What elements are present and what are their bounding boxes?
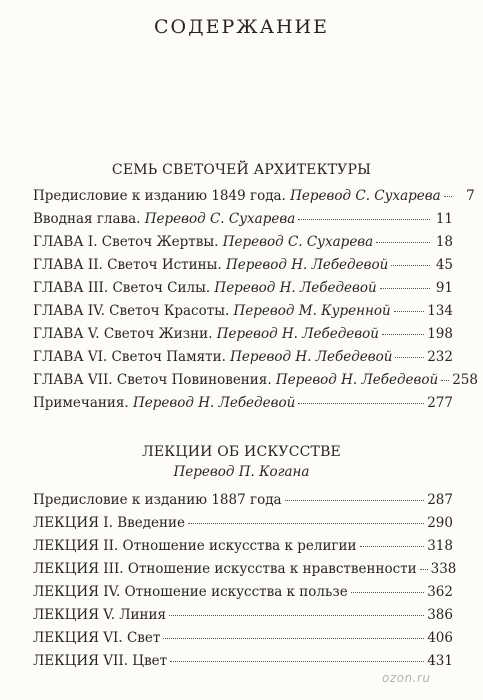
toc-entry[interactable]	[33, 188, 475, 211]
entry-translator: Перевод Н. Лебедевой	[275, 372, 439, 388]
entry-translator: Перевод Н. Лебедевой	[230, 349, 393, 365]
toc-entry[interactable]	[33, 349, 453, 372]
entry-translator: Перевод С. Сухарева	[290, 188, 441, 204]
entry-translator: Перевод Н. Лебедевой	[132, 395, 296, 411]
section-title-seven-lamps: СЕМЬ СВЕТОЧЕЙ АРХИТЕКТУРЫ	[111, 162, 372, 178]
toc-entry[interactable]	[33, 630, 453, 653]
toc-entry[interactable]	[33, 372, 478, 395]
toc-entry[interactable]	[33, 280, 453, 303]
entry-page: 134	[427, 303, 453, 319]
entry-translator: Перевод С. Сухарева	[222, 234, 374, 250]
dot-leader	[380, 288, 430, 289]
toc-entry[interactable]	[33, 561, 457, 584]
entry-page: 287	[427, 492, 453, 508]
dot-leader	[170, 661, 424, 662]
entry-title: Примечания. Перевод Н. Лебедевой	[33, 395, 296, 411]
entry-page: 290	[427, 515, 453, 531]
dot-leader	[351, 592, 425, 593]
section-title-lectures: ЛЕКЦИИ ОБ ИСКУССТВЕ	[142, 444, 341, 460]
entry-translator: Перевод Н. Лебедевой	[214, 280, 377, 296]
toc-entry[interactable]	[33, 303, 453, 326]
entry-page: 45	[435, 257, 453, 273]
dot-leader	[382, 334, 424, 335]
dot-leader	[395, 357, 424, 358]
entry-title: ЛЕКЦИЯ I. Введение	[33, 515, 186, 531]
entry-title: ГЛАВА V. Светоч Жизни. Перевод Н. Лебедевой	[33, 326, 379, 342]
entry-page: 318	[427, 538, 453, 554]
entry-page: 11	[435, 211, 453, 227]
entry-title: ЛЕКЦИЯ IV. Отношение искусства к пользе	[33, 584, 348, 600]
dot-leader	[441, 380, 449, 381]
entry-translator: Перевод Н. Лебедевой	[216, 326, 379, 342]
section-subtitle-translator: Перевод П. Когана	[173, 464, 310, 480]
toc-list-lectures	[33, 492, 457, 676]
toc-entry[interactable]	[33, 211, 453, 234]
toc-list-seven-lamps	[33, 188, 478, 418]
entry-page: 386	[427, 607, 453, 623]
entry-title: ЛЕКЦИЯ V. Линия	[33, 607, 167, 623]
entry-page: 7	[466, 188, 475, 204]
dot-leader	[444, 196, 452, 197]
dot-leader	[169, 615, 424, 616]
entry-title: ГЛАВА VI. Светоч Памяти. Перевод Н. Лебедевой	[33, 349, 393, 365]
entry-title: ЛЕКЦИЯ II. Отношение искусства к религии	[33, 538, 357, 554]
dot-leader	[285, 500, 425, 501]
entry-title: Вводная глава. Перевод С. Сухарева	[33, 211, 296, 227]
entry-title: ГЛАВА I. Светоч Жертвы. Перевод С. Сухарева	[33, 234, 374, 250]
entry-page: 338	[430, 561, 457, 577]
entry-page: 431	[427, 653, 453, 669]
toc-entry[interactable]	[33, 538, 453, 561]
toc-entry[interactable]	[33, 492, 453, 515]
entry-page: 362	[427, 584, 453, 600]
entry-title: ЛЕКЦИЯ III. Отношение искусства к нравственности	[33, 561, 417, 577]
entry-title: ГЛАВА III. Светоч Силы. Перевод Н. Лебедевой	[33, 280, 377, 296]
toc-entry[interactable]	[33, 326, 453, 349]
entry-title: ЛЕКЦИЯ VII. Цвет	[33, 653, 168, 669]
entry-page: 232	[427, 349, 453, 365]
toc-entry[interactable]	[33, 607, 453, 630]
toc-entry[interactable]	[33, 515, 453, 538]
entry-page: 406	[427, 630, 453, 646]
entry-translator: Перевод Н. Лебедевой	[225, 257, 389, 273]
entry-title: Предисловие к изданию 1887 года	[33, 492, 282, 508]
dot-leader	[391, 265, 430, 266]
entry-page: 277	[427, 395, 453, 411]
entry-title: ГЛАВА IV. Светоч Красоты. Перевод М. Куренной	[33, 303, 391, 319]
entry-title: ГЛАВА VII. Светоч Повиновения. Перевод Н. Лебедевой	[33, 372, 439, 388]
page-title: СОДЕРЖАНИЕ	[154, 16, 329, 38]
entry-title: ЛЕКЦИЯ VI. Свет	[33, 630, 161, 646]
entry-page: 91	[435, 280, 453, 296]
dot-leader	[420, 569, 428, 570]
dot-leader	[360, 546, 425, 547]
dot-leader	[298, 403, 424, 404]
toc-entry[interactable]	[33, 234, 453, 257]
entry-translator: Перевод М. Куренной	[233, 303, 391, 319]
entry-page: 18	[435, 234, 453, 250]
dot-leader	[188, 523, 424, 524]
entry-translator: Перевод С. Сухарева	[144, 211, 296, 227]
ozon-watermark: ozon.ru	[382, 671, 431, 685]
toc-entry[interactable]	[33, 395, 453, 418]
dot-leader	[163, 638, 424, 639]
toc-entry[interactable]	[33, 257, 453, 280]
dot-leader	[394, 311, 425, 312]
entry-title: Предисловие к изданию 1849 года. Перевод С. Сухарева	[33, 188, 441, 204]
entry-page: 198	[427, 326, 453, 342]
dot-leader	[298, 219, 430, 220]
toc-entry[interactable]	[33, 584, 453, 607]
entry-title: ГЛАВА II. Светоч Истины. Перевод Н. Лебедевой	[33, 257, 389, 273]
dot-leader	[376, 242, 430, 243]
entry-page: 258	[452, 372, 478, 388]
